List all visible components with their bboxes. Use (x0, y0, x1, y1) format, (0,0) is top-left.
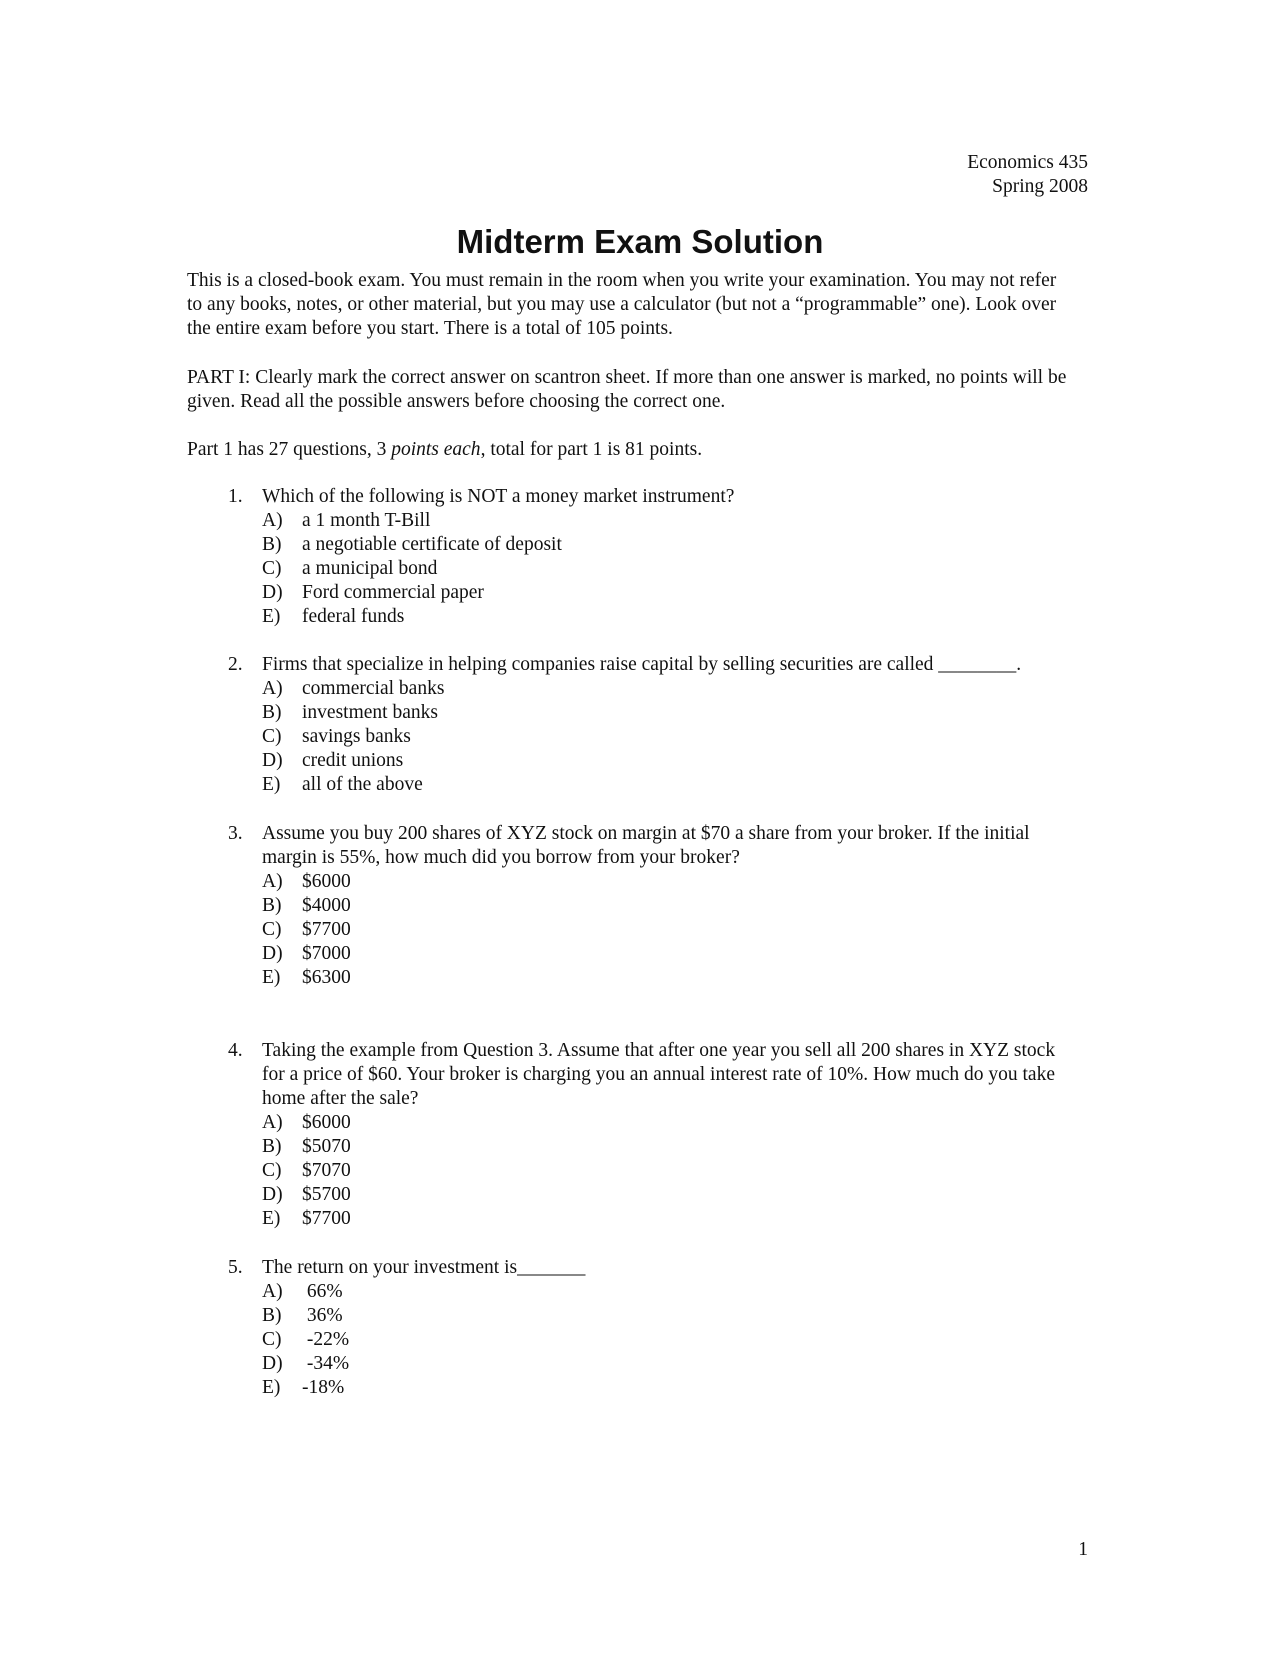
option-letter: A) (262, 1281, 283, 1302)
option-text: $7700 (302, 1208, 351, 1229)
option-text: $6000 (302, 1112, 351, 1133)
answer-option (262, 701, 1078, 725)
option-letter: E) (262, 967, 281, 988)
option-letter: E) (262, 774, 281, 795)
answer-option (262, 1159, 1078, 1183)
option-letter: B) (262, 1305, 282, 1326)
option-text: savings banks (302, 726, 411, 747)
question-3 (228, 822, 1078, 990)
option-letter: E) (262, 606, 281, 627)
option-letter: B) (262, 702, 282, 723)
option-text: 66% (302, 1281, 343, 1302)
question-5 (228, 1256, 1078, 1400)
part1-total-prefix: Part 1 has 27 questions, 3 (187, 439, 392, 460)
option-text: $5700 (302, 1184, 351, 1205)
option-text: a municipal bond (302, 558, 438, 579)
answer-option (262, 533, 1078, 557)
question-text: Firms that specialize in helping companies raise capital by selling securities are called ________. (262, 654, 1022, 675)
option-letter: C) (262, 726, 282, 747)
answer-options (262, 1280, 1078, 1400)
option-letter: D) (262, 943, 283, 964)
answer-option (262, 749, 1078, 773)
option-text: $7700 (302, 919, 351, 940)
option-letter: A) (262, 1112, 283, 1133)
option-letter: A) (262, 510, 283, 531)
option-text: $7070 (302, 1160, 351, 1181)
answer-option (262, 581, 1078, 605)
option-text: $7000 (302, 943, 351, 964)
part1-total-emphasis: points each (391, 439, 481, 460)
answer-option (262, 677, 1078, 701)
option-text: -18% (302, 1377, 345, 1398)
part1-total-suffix: , total for part 1 is 81 points. (480, 439, 703, 460)
question-number: 1. (228, 486, 243, 507)
option-text: federal funds (302, 606, 405, 627)
option-text: $6300 (302, 967, 351, 988)
answer-option (262, 773, 1078, 797)
option-letter: B) (262, 1136, 282, 1157)
answer-option (262, 1328, 1078, 1352)
option-letter: D) (262, 582, 283, 603)
answer-option (262, 1352, 1078, 1376)
answer-option (262, 605, 1078, 629)
course-name: Economics 435 (967, 152, 1088, 173)
question-text: Which of the following is NOT a money market instrument? (262, 486, 735, 507)
option-letter: C) (262, 558, 282, 579)
question-text: The return on your investment is_______ (262, 1257, 586, 1278)
answer-option (262, 966, 1078, 990)
option-text: investment banks (302, 702, 438, 723)
question-number: 3. (228, 823, 243, 844)
option-letter: A) (262, 678, 283, 699)
course-term: Spring 2008 (992, 176, 1088, 197)
option-text: $6000 (302, 871, 351, 892)
question-4 (228, 1039, 1078, 1231)
option-text: a negotiable certificate of deposit (302, 534, 562, 555)
question-2 (228, 653, 1078, 797)
option-text: -34% (302, 1353, 350, 1374)
page-title: Midterm Exam Solution (456, 223, 824, 260)
answer-option (262, 1280, 1078, 1304)
answer-option (262, 894, 1078, 918)
question-text: Assume you buy 200 shares of XYZ stock on margin at $70 a share from your broker. If the initial margin is 55%, how much did you borrow from your broker? (262, 823, 1030, 868)
answer-options (262, 509, 1078, 629)
option-text: 36% (302, 1305, 343, 1326)
option-letter: E) (262, 1377, 281, 1398)
answer-option (262, 509, 1078, 533)
option-letter: D) (262, 750, 283, 771)
option-letter: D) (262, 1353, 283, 1374)
option-text: a 1 month T-Bill (302, 510, 431, 531)
part1-total (187, 438, 1075, 462)
answer-option (262, 1376, 1078, 1400)
answer-option (262, 1135, 1078, 1159)
answer-option (262, 1304, 1078, 1328)
answer-option (262, 942, 1078, 966)
option-letter: C) (262, 1329, 282, 1350)
option-text: commercial banks (302, 678, 445, 699)
option-letter: B) (262, 534, 282, 555)
course-header (967, 151, 1088, 199)
option-letter: B) (262, 895, 282, 916)
option-letter: E) (262, 1208, 281, 1229)
answer-option (262, 557, 1078, 581)
option-letter: D) (262, 1184, 283, 1205)
option-text: $5070 (302, 1136, 351, 1157)
answer-option (262, 1207, 1078, 1231)
option-text: $4000 (302, 895, 351, 916)
intro-paragraph: This is a closed-book exam. You must remain in the room when you write your examination. You may not refer to any books, notes, or other material, but you may use a calculator (but not a “programmable” one). Look over the entire exam before you start. There is a total of 105 points. (187, 270, 1057, 339)
question-1 (228, 485, 1078, 629)
question-text: Taking the example from Question 3. Assume that after one year you sell all 200 shares in XYZ stock for a price of $60. Your broker is charging you an annual interest rate of 10%. How much do you take home after the sale? (262, 1040, 1056, 1109)
page-number: 1 (1078, 1539, 1088, 1560)
answer-options (262, 1111, 1078, 1231)
option-text: all of the above (302, 774, 423, 795)
answer-option (262, 1183, 1078, 1207)
question-number: 5. (228, 1257, 243, 1278)
answer-option (262, 918, 1078, 942)
answer-options (262, 677, 1078, 797)
option-letter: C) (262, 919, 282, 940)
option-letter: A) (262, 871, 283, 892)
answer-option (262, 725, 1078, 749)
option-text: -22% (302, 1329, 350, 1350)
option-letter: C) (262, 1160, 282, 1181)
option-text: Ford commercial paper (302, 582, 484, 603)
answer-options (262, 870, 1078, 990)
part1-instructions: PART I: Clearly mark the correct answer on scantron sheet. If more than one answer is marked, no points will be given. Read all the possible answers before choosing the correct one. (187, 367, 1067, 412)
answer-option (262, 870, 1078, 894)
question-number: 4. (228, 1040, 243, 1061)
question-number: 2. (228, 654, 243, 675)
option-text: credit unions (302, 750, 404, 771)
answer-option (262, 1111, 1078, 1135)
